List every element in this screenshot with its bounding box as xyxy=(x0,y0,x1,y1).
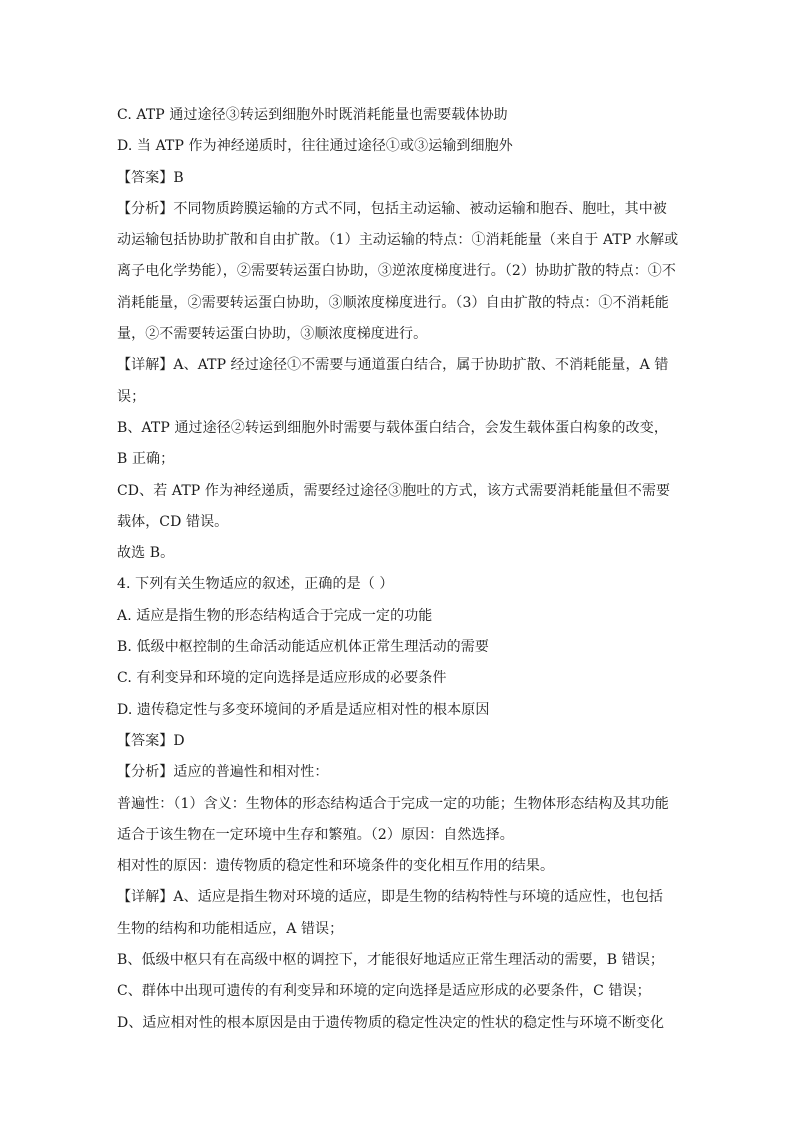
answer-line xyxy=(117,163,677,194)
conclusion-line: 故选 B。 xyxy=(117,545,175,562)
answer-tag: 【答案】 xyxy=(117,169,174,186)
explanation-text-line: 误； xyxy=(117,388,146,405)
explanation-text-line: B、低级中枢只有在高级中枢的调控下，才能很好地适应正常生理活动的需要，B 错误； xyxy=(117,952,665,969)
option-c-line: C. 有利变异和环境的定向选择是适应形成的必要条件 xyxy=(117,670,447,687)
analysis-line: 【分析】适应的普遍性和相对性： xyxy=(117,764,329,781)
question-4-stem: 4. 下列有关生物适应的叙述，正确的是（ ） xyxy=(117,576,394,593)
explanation-text-line: 生物的结构和功能相适应，A 错误； xyxy=(117,920,344,937)
analysis-text-line: 离子电化学势能），②需要转运蛋白协助，③逆浓度梯度进行。（2）协助扩散的特点：①不 xyxy=(117,263,677,280)
analysis-text-line: 相对性的原因：遗传物质的稳定性和环境条件的变化相互作用的结果。 xyxy=(117,858,555,875)
answer-tag: 【答案】 xyxy=(117,732,174,749)
explanation-tag: 【详解】 xyxy=(117,889,174,906)
analysis-tag: 【分析】 xyxy=(117,200,174,217)
document-body xyxy=(117,100,677,1039)
answer-value: D xyxy=(173,732,185,749)
analysis-tag: 【分析】 xyxy=(117,764,174,781)
explanation-text-line: B、ATP 通过途径②转运到细胞外时需要与载体蛋白结合，会发生载体蛋白构象的改变， xyxy=(117,419,668,436)
explanation-text-line: D、适应相对性的根本原因是由于遗传物质的稳定性决定的性状的稳定性与环境不断变化 xyxy=(117,1014,665,1031)
analysis-text-line: 动运输包括协助扩散和自由扩散。（1）主动运输的特点：①消耗能量（来自于 ATP 水解或 xyxy=(117,232,679,249)
explanation-text-line: 载体，CD 错误。 xyxy=(117,513,229,530)
explanation-text-line: C、群体中出现可遗传的有利变异和环境的定向选择是适应形成的必要条件，C 错误； xyxy=(117,983,651,1000)
answer-line xyxy=(117,726,677,757)
explanation-line: 【详解】A、ATP 经过途径①不需要与通道蛋白结合，属于协助扩散、不消耗能量，A 错 xyxy=(117,357,669,374)
option-d-line: D. 当 ATP 作为神经递质时，往往通过途径①或③运输到细胞外 xyxy=(117,138,513,155)
analysis-text-line: 适合于该生物在一定环境中生存和繁殖。（2）原因：自然选择。 xyxy=(117,826,514,843)
option-c-line: C. ATP 通过途径③转运到细胞外时既消耗能量也需要载体协助 xyxy=(117,107,508,123)
explanation-tag: 【详解】 xyxy=(117,357,174,374)
analysis-text-line: 普遍性：（1）含义：生物体的形态结构适合于完成一定的功能；生物体形态结构及其功能 xyxy=(117,795,669,812)
explanation-text-line: CD、若 ATP 作为神经递质，需要经过途径③胞吐的方式，该方式需要消耗能量但不需要 xyxy=(117,482,671,499)
analysis-text-line: 消耗能量，②需要转运蛋白协助，③顺浓度梯度进行。（3）自由扩散的特点：①不消耗能 xyxy=(117,294,669,311)
explanation-text-line: B 正确； xyxy=(117,451,175,468)
analysis-text-line: 量，②不需要转运蛋白协助，③顺浓度梯度进行。 xyxy=(117,326,428,343)
explanation-line: 【详解】A、适应是指生物对环境的适应，即是生物的结构特性与环境的适应性，也包括 xyxy=(117,889,664,906)
answer-value: B xyxy=(173,169,184,186)
analysis-line: 【分析】不同物质跨膜运输的方式不同，包括主动运输、被动运输和胞吞、胞吐，其中被 xyxy=(117,200,667,217)
option-d-line: D. 遗传稳定性与多变环境间的矛盾是适应相对性的根本原因 xyxy=(117,701,490,718)
option-b-line: B. 低级中枢控制的生命活动能适应机体正常生理活动的需要 xyxy=(117,639,489,656)
option-a-line: A. 适应是指生物的形态结构适合于完成一定的功能 xyxy=(117,607,433,624)
